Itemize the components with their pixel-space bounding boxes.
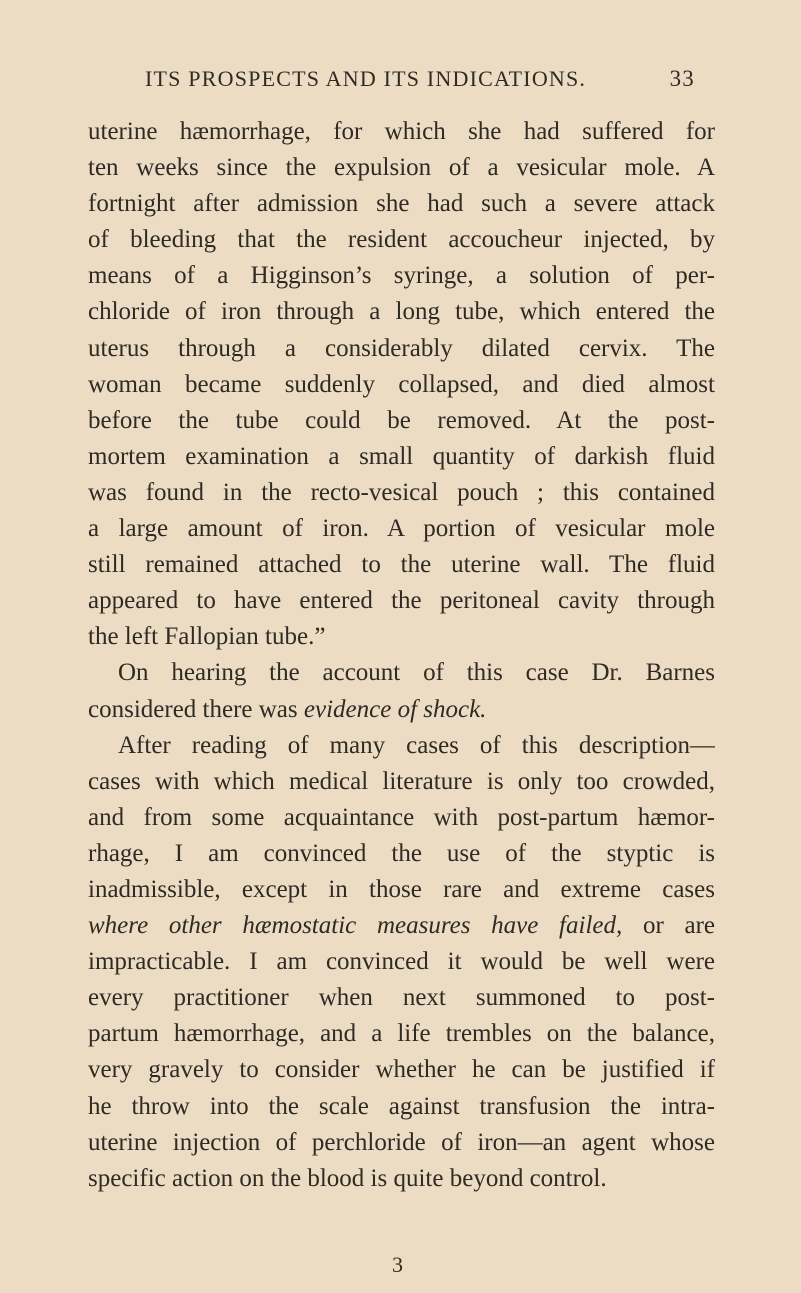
text-line: impracticable. I am convinced it would be well were	[88, 948, 715, 976]
text-line: a large amount of iron. A portion of vesicular mole	[88, 515, 715, 543]
text-segment: considered there was	[88, 695, 298, 723]
text-line: every practitioner when next summoned to post-	[88, 984, 715, 1012]
italic-emphasis: evidence of shock.	[303, 695, 487, 723]
text-line: very gravely to consider whether he can be justified if	[88, 1056, 715, 1084]
text-line: uterine injection of perchloride of iron—an agent whose	[88, 1128, 715, 1156]
text-line: was found in the recto-vesical pouch ; this contained	[88, 478, 715, 506]
italic-emphasis: where other hæmostatic measures have failed,	[88, 912, 623, 940]
text-line: rhage, I am convinced the use of the styptic is	[88, 839, 715, 867]
text-line: partum hæmorrhage, and a life trembles on the balance,	[88, 1020, 715, 1048]
text-line: still remained attached to the uterine wall. The fluid	[88, 551, 715, 579]
text-segment: or are	[642, 912, 715, 940]
text-line: specific action on the blood is quite beyond control.	[88, 1164, 607, 1192]
text-line: of bleeding that the resident accoucheur injected, by	[88, 226, 715, 254]
text-line	[88, 908, 715, 944]
text-line: After reading of many cases of this description—	[118, 731, 715, 759]
text-line: the left Fallopian tube.”	[88, 623, 326, 651]
text-line: cases with which medical literature is only too crowded,	[88, 767, 715, 795]
text-line: uterus through a considerably dilated cervix. The	[88, 334, 715, 362]
text-line: uterine hæmorrhage, for which she had suffered for	[88, 118, 715, 145]
text-line: appeared to have entered the peritoneal cavity through	[88, 587, 715, 615]
text-line: before the tube could be removed. At the post-	[88, 406, 715, 434]
text-line: woman became suddenly collapsed, and died almost	[88, 370, 715, 398]
text-line: chloride of iron through a long tube, which entered the	[88, 298, 715, 326]
text-line: he throw into the scale against transfusion the intra-	[88, 1092, 715, 1120]
running-title: ITS PROSPECTS AND ITS INDICATIONS.	[145, 66, 587, 91]
signature-mark: 3	[392, 1252, 403, 1277]
page-number: 33	[669, 66, 695, 91]
running-head	[145, 66, 695, 102]
text-line	[88, 692, 715, 728]
text-line: inadmissible, except in those rare and extreme cases	[88, 875, 715, 903]
text-line: ten weeks since the expulsion of a vesicular mole. A	[88, 154, 715, 182]
text-line: fortnight after admission she had such a severe attack	[88, 190, 715, 218]
text-line: means of a Higginson’s syringe, a solution of per-	[88, 262, 715, 290]
text-line: On hearing the account of this case Dr. Barnes	[118, 659, 715, 687]
text-line: and from some acquaintance with post-partum hæmor-	[88, 803, 715, 831]
body-text	[88, 114, 715, 1197]
text-line: mortem examination a small quantity of darkish fluid	[88, 442, 715, 470]
